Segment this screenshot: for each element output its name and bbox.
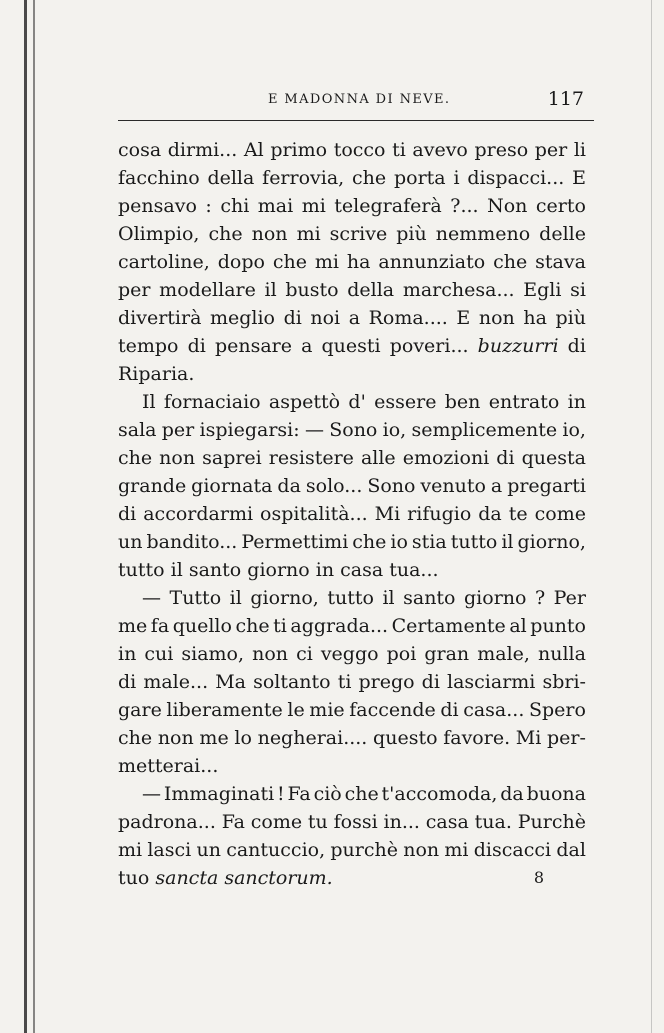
word: pensavo — [118, 195, 197, 217]
word: a — [301, 335, 313, 357]
word: lo — [234, 727, 252, 749]
word: scrive — [329, 223, 388, 245]
word: fossi — [333, 811, 378, 833]
word: io, — [562, 419, 586, 441]
word: più — [555, 307, 586, 329]
word: ferrovia, — [262, 167, 345, 189]
word: di — [118, 671, 137, 693]
word: per- — [547, 727, 586, 749]
text-line — [118, 248, 586, 276]
word: in — [118, 643, 137, 665]
word: tutto — [327, 587, 374, 609]
paragraph-4 — [118, 780, 586, 892]
word: nulla — [537, 643, 586, 665]
word: ?... — [450, 195, 479, 217]
word: Al — [243, 139, 264, 161]
word: ha — [523, 307, 547, 329]
word: Riparia. — [118, 363, 195, 385]
word: di — [118, 503, 137, 525]
word: chi — [220, 195, 250, 217]
word: casa — [340, 559, 384, 581]
word: per — [534, 139, 568, 161]
word: casa... — [463, 699, 525, 721]
word: cantuccio, — [226, 839, 326, 861]
signature-mark: 8 — [533, 868, 544, 887]
word: entrato — [488, 391, 560, 413]
text-line — [118, 808, 586, 836]
word: un — [196, 839, 221, 861]
word: in — [567, 391, 586, 413]
word: non — [157, 727, 194, 749]
text-line — [118, 500, 586, 528]
word: mi — [301, 195, 326, 217]
word: negherai.... — [257, 727, 368, 749]
word: da — [478, 503, 502, 525]
word: ti — [273, 615, 287, 637]
word: poveri... — [389, 335, 469, 357]
text-line — [118, 304, 586, 332]
word: santo — [403, 587, 456, 609]
word: soltanto — [253, 671, 331, 693]
word: preso — [474, 139, 529, 161]
word: fornaciaio — [163, 391, 261, 413]
text-line — [118, 360, 586, 388]
paragraph-2 — [118, 388, 586, 584]
text-line — [118, 388, 586, 416]
word: essere — [374, 391, 437, 413]
word: il — [170, 559, 183, 581]
word: ti — [337, 671, 352, 693]
word: buona — [526, 783, 586, 805]
word: da — [277, 475, 301, 497]
word: favore. — [443, 727, 511, 749]
text-line — [118, 640, 586, 668]
word: resistere — [268, 447, 354, 469]
word: ben — [444, 391, 481, 413]
word: ci — [296, 643, 313, 665]
word: te — [508, 503, 528, 525]
running-title: E MADONNA DI NEVE. — [268, 92, 451, 107]
final-line — [118, 864, 586, 892]
word: di — [567, 335, 586, 357]
word: che — [344, 783, 379, 805]
word: i — [453, 167, 460, 189]
word: punto — [530, 615, 586, 637]
word: Roma.... — [368, 307, 448, 329]
word: cartoline, — [118, 251, 210, 273]
word: primo — [270, 139, 328, 161]
word: che — [208, 223, 243, 245]
word: stia — [411, 531, 447, 553]
word: il — [264, 279, 277, 301]
word: dopo — [217, 251, 265, 273]
word: veggo — [320, 643, 379, 665]
word: Per — [553, 587, 586, 609]
header-rule — [118, 120, 594, 121]
word: emozioni — [402, 447, 490, 469]
word: E — [456, 307, 471, 329]
word: giorno — [247, 559, 310, 581]
word: per — [161, 419, 195, 441]
word: purchè — [330, 839, 398, 861]
word: Non — [487, 195, 528, 217]
word: venuto — [420, 475, 486, 497]
word: giorno, — [250, 587, 319, 609]
word: Mi — [374, 503, 401, 525]
word: tu — [307, 811, 328, 833]
text-line — [118, 192, 586, 220]
word: solo... — [305, 475, 363, 497]
word: casa — [425, 811, 469, 833]
word: tua... — [389, 559, 439, 581]
word: marchesa... — [402, 279, 515, 301]
word: faccende — [349, 699, 436, 721]
word: di — [187, 335, 206, 357]
word: Immaginati — [163, 783, 275, 805]
word: mai — [257, 195, 294, 217]
text-line — [118, 836, 586, 864]
word: semplicemente — [411, 419, 558, 441]
word: — — [304, 419, 324, 441]
word: pregarti — [507, 475, 586, 497]
word: Permettimi — [241, 531, 349, 553]
word: ispiegarsi: — [199, 419, 300, 441]
word: Sono — [367, 475, 416, 497]
word: saprei — [202, 447, 262, 469]
text-line — [118, 220, 586, 248]
word: facchino — [118, 167, 200, 189]
word: telegraferà — [334, 195, 442, 217]
word: tempo — [118, 335, 179, 357]
word: di — [496, 447, 515, 469]
word: porta — [393, 167, 446, 189]
word: cosa — [118, 139, 162, 161]
word: stava — [535, 251, 586, 273]
text-line — [118, 668, 586, 696]
body-text — [118, 136, 586, 892]
word: che — [235, 615, 270, 637]
word: il — [382, 587, 395, 609]
word: discacci — [473, 839, 552, 861]
word: mi — [118, 839, 143, 861]
word: da — [500, 783, 524, 805]
word: tua. — [474, 811, 512, 833]
text-line — [118, 696, 586, 724]
word: non — [159, 447, 196, 469]
word: nemmeno — [435, 223, 531, 245]
word: lasci — [147, 839, 192, 861]
word: Sono — [329, 419, 378, 441]
word: mi — [444, 839, 469, 861]
word: male, — [477, 643, 530, 665]
word: me — [118, 615, 148, 637]
text-line — [118, 276, 586, 304]
word: a — [348, 307, 361, 329]
text-line — [118, 416, 586, 444]
word: li — [573, 139, 586, 161]
word: alle — [360, 447, 396, 469]
word: Spero — [528, 699, 586, 721]
text-line — [118, 164, 586, 192]
word: non — [252, 643, 289, 665]
word: meglio — [209, 307, 275, 329]
word: il — [501, 531, 514, 553]
word: che — [352, 167, 387, 189]
word: non — [403, 839, 440, 861]
text-line — [118, 752, 586, 780]
word: Il — [142, 391, 156, 413]
word: come — [250, 811, 303, 833]
word: noi — [310, 307, 341, 329]
word: cui — [144, 643, 174, 665]
word: Certamente — [391, 615, 506, 637]
word: giornata — [191, 475, 273, 497]
word: mi — [314, 251, 339, 273]
word: Egli — [523, 279, 562, 301]
binding-edge-line — [24, 0, 27, 1033]
word: Tutto — [169, 587, 222, 609]
word: santo — [188, 559, 242, 581]
word: ? — [534, 587, 546, 609]
word: che — [118, 447, 153, 469]
word: pensare — [214, 335, 292, 357]
word: delle — [539, 223, 586, 245]
word: di — [440, 699, 459, 721]
binding-edge-line-inner — [33, 0, 35, 1033]
word: t'accomoda, — [381, 783, 498, 805]
word: Mi — [515, 727, 542, 749]
word: ! — [277, 783, 285, 805]
word: in... — [383, 811, 420, 833]
word: fa — [150, 615, 170, 637]
word: della — [207, 167, 255, 189]
word: di — [283, 307, 302, 329]
word: Fa — [221, 811, 245, 833]
text-line — [118, 556, 586, 584]
word: al — [509, 615, 527, 637]
word: E — [572, 167, 586, 189]
word: il — [229, 587, 242, 609]
word: avevo — [412, 139, 468, 161]
italic-phrase: sancta sanctorum. — [155, 867, 333, 889]
text-line — [118, 444, 586, 472]
word: sbri- — [542, 671, 586, 693]
word: — — [142, 783, 161, 805]
word: male... — [143, 671, 209, 693]
page-number: 117 — [547, 88, 584, 110]
word: liberamente — [166, 699, 283, 721]
word: che — [272, 251, 307, 273]
word: d' — [348, 391, 366, 413]
word: poi — [386, 643, 417, 665]
word: grande — [118, 475, 187, 497]
word: io — [390, 531, 408, 553]
word: tutto — [450, 531, 498, 553]
word: tutto — [118, 559, 165, 581]
word: giorno — [464, 587, 527, 609]
paragraph-3 — [118, 584, 586, 780]
page-right-edge — [651, 0, 652, 1033]
word: bandito... — [146, 531, 238, 553]
word: questo — [373, 727, 438, 749]
word: come — [534, 503, 586, 525]
page-header — [118, 88, 594, 114]
word: padrona... — [118, 811, 216, 833]
final-line-start: tuo — [118, 867, 150, 889]
italic-word: buzzurri — [477, 335, 559, 357]
text-line — [118, 136, 586, 164]
word: dirmi... — [167, 139, 238, 161]
word: accordarmi — [143, 503, 254, 525]
word: tocco — [333, 139, 386, 161]
word: Fa — [287, 783, 311, 805]
word: me — [199, 727, 229, 749]
word: Ma — [215, 671, 246, 693]
word: gare — [118, 699, 162, 721]
word: che — [493, 251, 528, 273]
word: lasciarmi — [447, 671, 536, 693]
text-line — [118, 472, 586, 500]
word: di — [421, 671, 440, 693]
text-line-with-italic — [118, 332, 586, 360]
word: rifugio — [407, 503, 472, 525]
word: dispacci... — [467, 167, 565, 189]
word: certo — [535, 195, 586, 217]
word: Purchè — [517, 811, 586, 833]
word: annunziato — [378, 251, 486, 273]
word: giorno, — [517, 531, 586, 553]
word: prego — [358, 671, 415, 693]
word: — — [142, 587, 161, 609]
word: aspettò — [268, 391, 341, 413]
word: si — [570, 279, 586, 301]
word: non — [251, 223, 288, 245]
word: ospitalità... — [260, 503, 368, 525]
word: : — [205, 195, 212, 217]
word: io, — [382, 419, 407, 441]
word: siamo, — [181, 643, 245, 665]
word: metterai... — [118, 755, 219, 777]
word: che — [352, 531, 387, 553]
word: non — [478, 307, 515, 329]
word: della — [347, 279, 395, 301]
word: per — [118, 279, 151, 301]
text-line — [118, 724, 586, 752]
word: quello — [172, 615, 232, 637]
word: gran — [424, 643, 470, 665]
word: più — [396, 223, 427, 245]
word: busto — [285, 279, 339, 301]
word: che — [118, 727, 153, 749]
word: questi — [321, 335, 381, 357]
text-line — [118, 612, 586, 640]
word: in — [315, 559, 335, 581]
text-line — [118, 528, 586, 556]
word: aggrada... — [290, 615, 389, 637]
word: un — [118, 531, 143, 553]
text-line — [118, 584, 586, 612]
word: mi — [296, 223, 321, 245]
word: Olimpio, — [118, 223, 200, 245]
word: ciò — [313, 783, 342, 805]
text-line — [118, 780, 586, 808]
word: ti — [392, 139, 406, 161]
word: modellare — [159, 279, 256, 301]
word: dal — [556, 839, 586, 861]
word: divertirà — [118, 307, 202, 329]
word: ha — [346, 251, 371, 273]
word: sala — [118, 419, 157, 441]
word: a — [490, 475, 503, 497]
word: questa — [521, 447, 586, 469]
word: mie — [309, 699, 345, 721]
paragraph-1 — [118, 136, 586, 388]
word: le — [287, 699, 305, 721]
